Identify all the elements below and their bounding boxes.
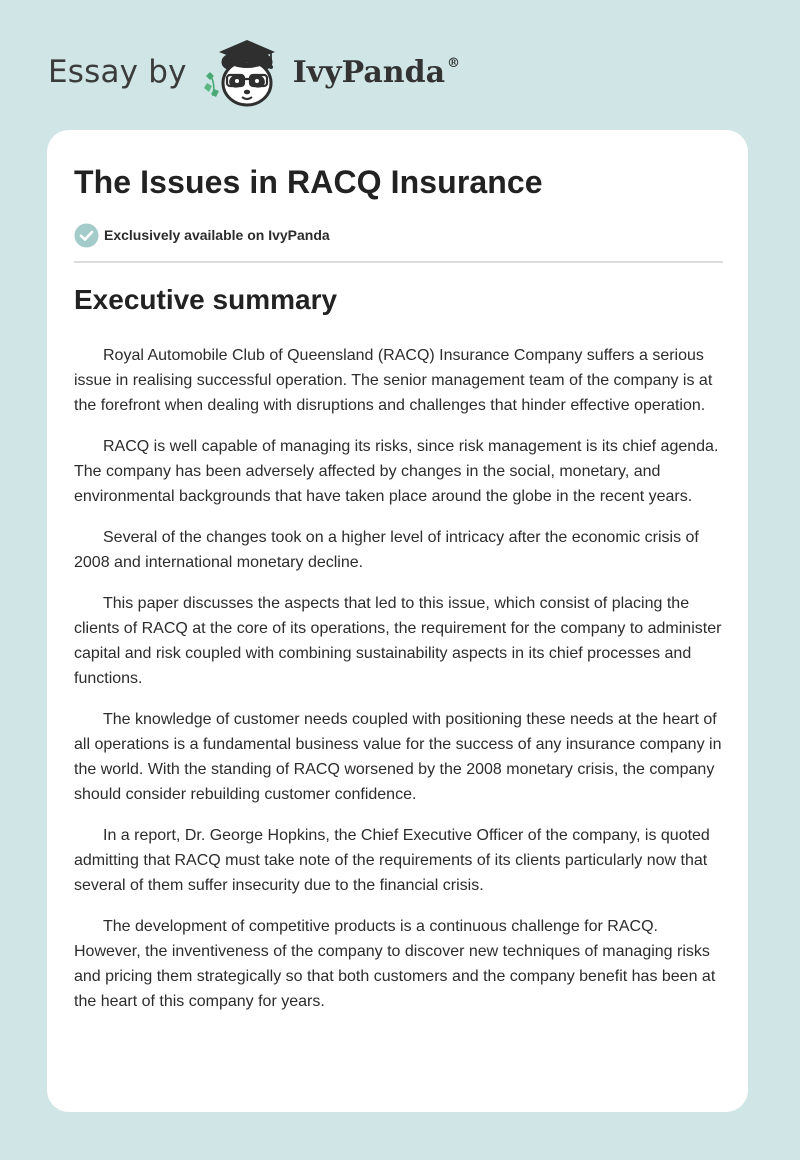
- paragraph: In a report, Dr. George Hopkins, the Chief Executive Officer of the company, is quoted admitting that RACQ must take note of the requirements of its clients particularly now that several of them suffer insecurity due to the financial crisis.: [74, 827, 710, 894]
- essay-body: [74, 343, 723, 1030]
- check-circle-icon: [74, 223, 99, 248]
- panda-logo-icon[interactable]: [201, 34, 291, 110]
- essay-by-label: Essay by: [48, 54, 187, 90]
- brand-name[interactable]: [293, 55, 460, 90]
- section-heading: Executive summary: [74, 284, 338, 315]
- paragraph: Royal Automobile Club of Queensland (RACQ) Insurance Company suffers a serious issue in realising successful operation. The senior management team of the company is at the forefront when dealing with disruptions and challenges that hinder effective operation.: [74, 347, 713, 414]
- registered-mark: ®: [447, 55, 461, 71]
- essay-card: [47, 130, 748, 1112]
- paragraph: The knowledge of customer needs coupled with positioning these needs at the heart of all operations is a fundamental business value for the success of any insurance company in the world. With the standing of RACQ worsened by the 2008 monetary crisis, the company should consider rebuilding customer confidence.: [74, 711, 722, 803]
- paragraph: RACQ is well capable of managing its risks, since risk management is its chief agenda. The company has been adversely affected by changes in the social, monetary, and environmental backgrounds that have taken place around the globe in the recent years.: [74, 438, 719, 505]
- title-divider: [74, 261, 723, 263]
- exclusive-badge: [74, 222, 330, 248]
- brand-name-text: IvyPanda: [292, 54, 446, 90]
- paragraph: This paper discusses the aspects that led to this issue, which consist of placing the clients of RACQ at the core of its operations, the requirement for the company to administer capital and risk coupled with combining sustainability aspects in its chief processes and functions.: [74, 595, 722, 687]
- paragraph: The development of competitive products is a continuous challenge for RACQ. However, the inventiveness of the company to discover new techniques of managing risks and pricing them strategically so that both customers and the company benefit has been at the heart of this company for years.: [74, 918, 716, 1010]
- site-header: [48, 34, 460, 110]
- exclusive-badge-label: Exclusively available on IvyPanda: [104, 227, 330, 243]
- paragraph: Several of the changes took on a higher level of intricacy after the economic crisis of 2008 and international monetary decline.: [74, 529, 699, 571]
- page-title: The Issues in RACQ Insurance: [74, 164, 543, 200]
